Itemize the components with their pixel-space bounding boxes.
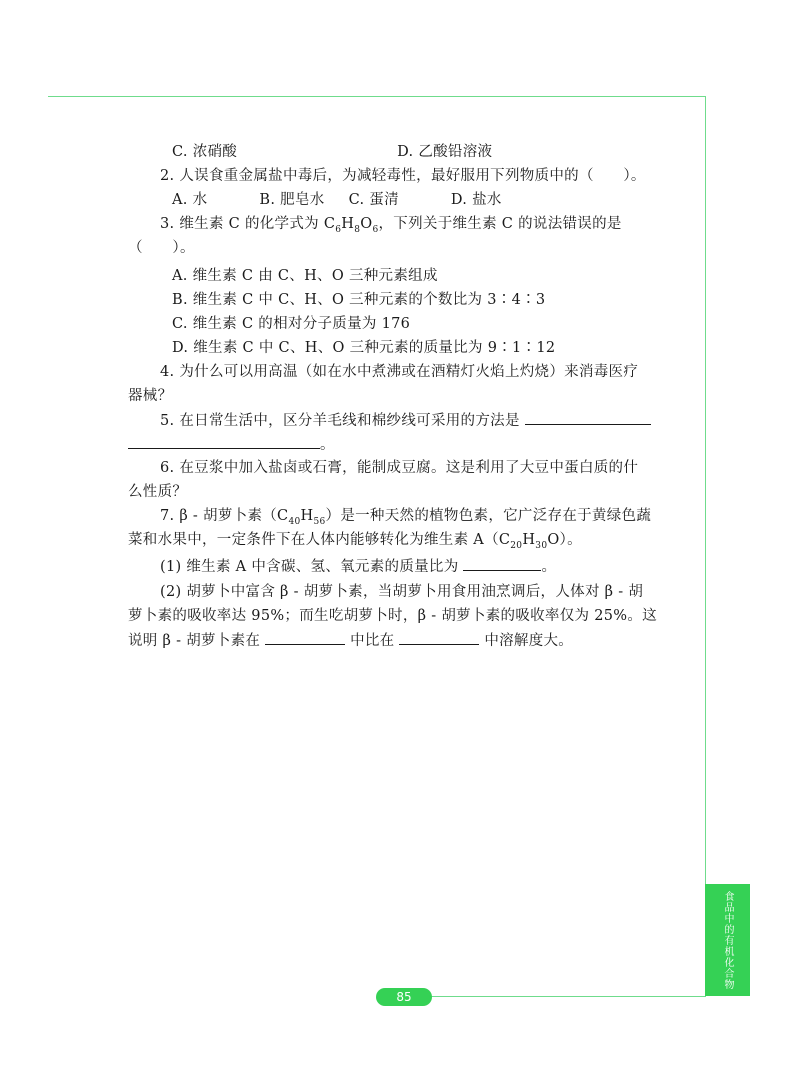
question-7-part-2-cont: 萝卜素的吸收率达 95%；而生吃胡萝卜时，β - 胡萝卜素的吸收率仅为 25%。这 [128, 608, 657, 624]
question-7-cont: 菜和水果中，一定条件下在人体内能够转化为维生素 $A(C_{20}H_{30}O)$。 [128, 532, 582, 551]
page-number: 85 [376, 988, 432, 1006]
question-4: 4. 为什么可以用高温（如在水中煮沸或在酒精灯火焰上灼烧）来消毒医疗 [160, 364, 639, 380]
answer-blank[interactable] [265, 630, 345, 645]
question-7-part-2: (2) 胡萝卜中富含 β - 胡萝卜素，当胡萝卜用食用油烹调后，人体对 β - 胡 [160, 584, 644, 600]
page-frame-bottom [430, 996, 706, 997]
answer-blank[interactable] [399, 630, 479, 645]
question-3-cont: （ ）。 [128, 240, 195, 256]
question-6: 6. 在豆浆中加入盐卤或石膏，能制成豆腐。这是利用了大豆中蛋白质的什 [160, 460, 639, 476]
answer-blank[interactable] [128, 434, 320, 449]
chapter-title: 食品中的有机化合物 [722, 890, 733, 990]
answer-blank[interactable] [463, 556, 541, 571]
option-d: D. 维生素 C 中 C、H、O 三种元素的质量比为 9∶1∶12 [172, 340, 556, 356]
option-c: C. 维生素 C 的相对分子质量为 176 [172, 316, 411, 332]
question-2: 2. 人误食重金属盐中毒后，为减轻毒性，最好服用下列物质中的（ ）。 [160, 168, 646, 184]
chapter-side-tab [705, 884, 750, 996]
question-6-cont: 么性质？ [128, 484, 188, 500]
page-frame-top [48, 96, 706, 97]
question-3: 3. 维生素 C 的化学式为 $C_6H_8O_6$，下列关于维生素 C 的说法错误的是 [160, 216, 622, 235]
option-a: A. 维生素 C 由 C、H、O 三种元素组成 [172, 268, 438, 284]
question-5-cont: 。 [128, 434, 335, 455]
page-frame-right [705, 96, 706, 996]
question-4-cont: 器械？ [128, 388, 173, 404]
option-b: B. 维生素 C 中 C、H、O 三种元素的个数比为 3∶4∶3 [172, 292, 546, 308]
question-7-part-1: (1) 维生素 A 中含碳、氢、氧元素的质量比为 。 [160, 556, 556, 577]
option-row: C. 浓硝酸 D. 乙酸铅溶液 [172, 144, 493, 160]
question-7-part-2-cont: 说明 β - 胡萝卜素在 中比在 中溶解度大。 [128, 630, 573, 651]
question-5: 5. 在日常生活中，区分羊毛线和棉纱线可采用的方法是 [160, 410, 651, 431]
option-row: A. 水 B. 肥皂水 C. 蛋清 D. 盐水 [172, 192, 502, 208]
question-7: 7. β - 胡萝卜素$(C_{40}H_{56})$是一种天然的植物色素，它广泛存在于黄绿色蔬 [160, 508, 652, 527]
answer-blank[interactable] [525, 410, 651, 425]
